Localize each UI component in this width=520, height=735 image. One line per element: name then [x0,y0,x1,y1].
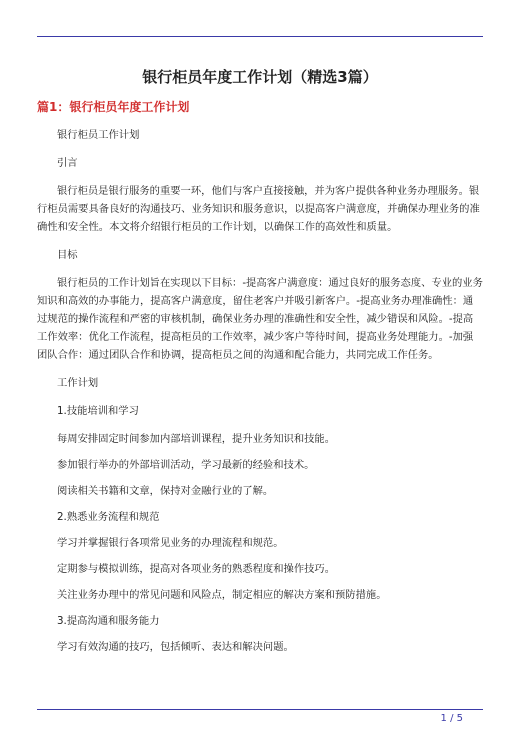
paragraph: 学习并掌握银行各项常见业务的办理流程和规范。 [57,537,284,549]
page-number: 1 / 5 [440,713,463,724]
paragraph: 银行柜员是银行服务的重要一环，他们与客户直接接触，并为客户提供各种业务办理服务。银行柜员需要具备良好的沟通技巧、业务知识和服务意识，以提高客户满意度，并确保办理业务的准确性和安全性。本文将介绍银行柜员的工作计划，以确保工作的高效性和质量。 [37,185,480,233]
paragraph: 1.技能培训和学习 [57,405,139,417]
paragraph: 阅读相关书籍和文章，保持对金融行业的了解。 [57,485,274,497]
paragraph: 银行柜员工作计划 [57,129,140,141]
paragraph: 学习有效沟通的技巧，包括倾听、表达和解决问题。 [57,641,294,653]
paragraph: 目标 [57,249,78,261]
footer-rule [37,709,483,710]
paragraph: 2.熟悉业务流程和规范 [57,511,160,523]
paragraph: 定期参与模拟训练，提高对各项业务的熟悉程度和操作技巧。 [57,563,336,575]
paragraph: 工作计划 [57,377,99,389]
paragraph: 关注业务办理中的常见问题和风险点，制定相应的解决方案和预防措施。 [57,589,387,601]
paragraph: 参加银行举办的外部培训活动，学习最新的经验和技术。 [57,459,315,471]
header-rule [37,36,483,37]
paragraph: 3.提高沟通和服务能力 [57,615,160,627]
section-heading: 篇1：银行柜员年度工作计划 [37,100,190,114]
paragraph: 每周安排固定时间参加内部培训课程，提升业务知识和技能。 [57,433,336,445]
paragraph: 银行柜员的工作计划旨在实现以下目标：-提高客户满意度：通过良好的服务态度、专业的业务知识和高效的办事能力，提高客户满意度，留住老客户并吸引新客户。-提高业务办理准确性：通过规范的操作流程和严密的审核机制，确保业务办理的准确性和安全性，减少错误和风险。-提高工作效率：优化工作流程，提高柜员的工作效率，减少客户等待时间，提高业务处理能力。-加强团队合作：通过团队合作和协调，提高柜员之间的沟通和配合能力，共同完成工作任务。 [37,277,483,361]
document-title: 银行柜员年度工作计划（精选3篇） [142,68,378,86]
document-body [37,126,483,664]
paragraph: 引言 [57,157,78,169]
